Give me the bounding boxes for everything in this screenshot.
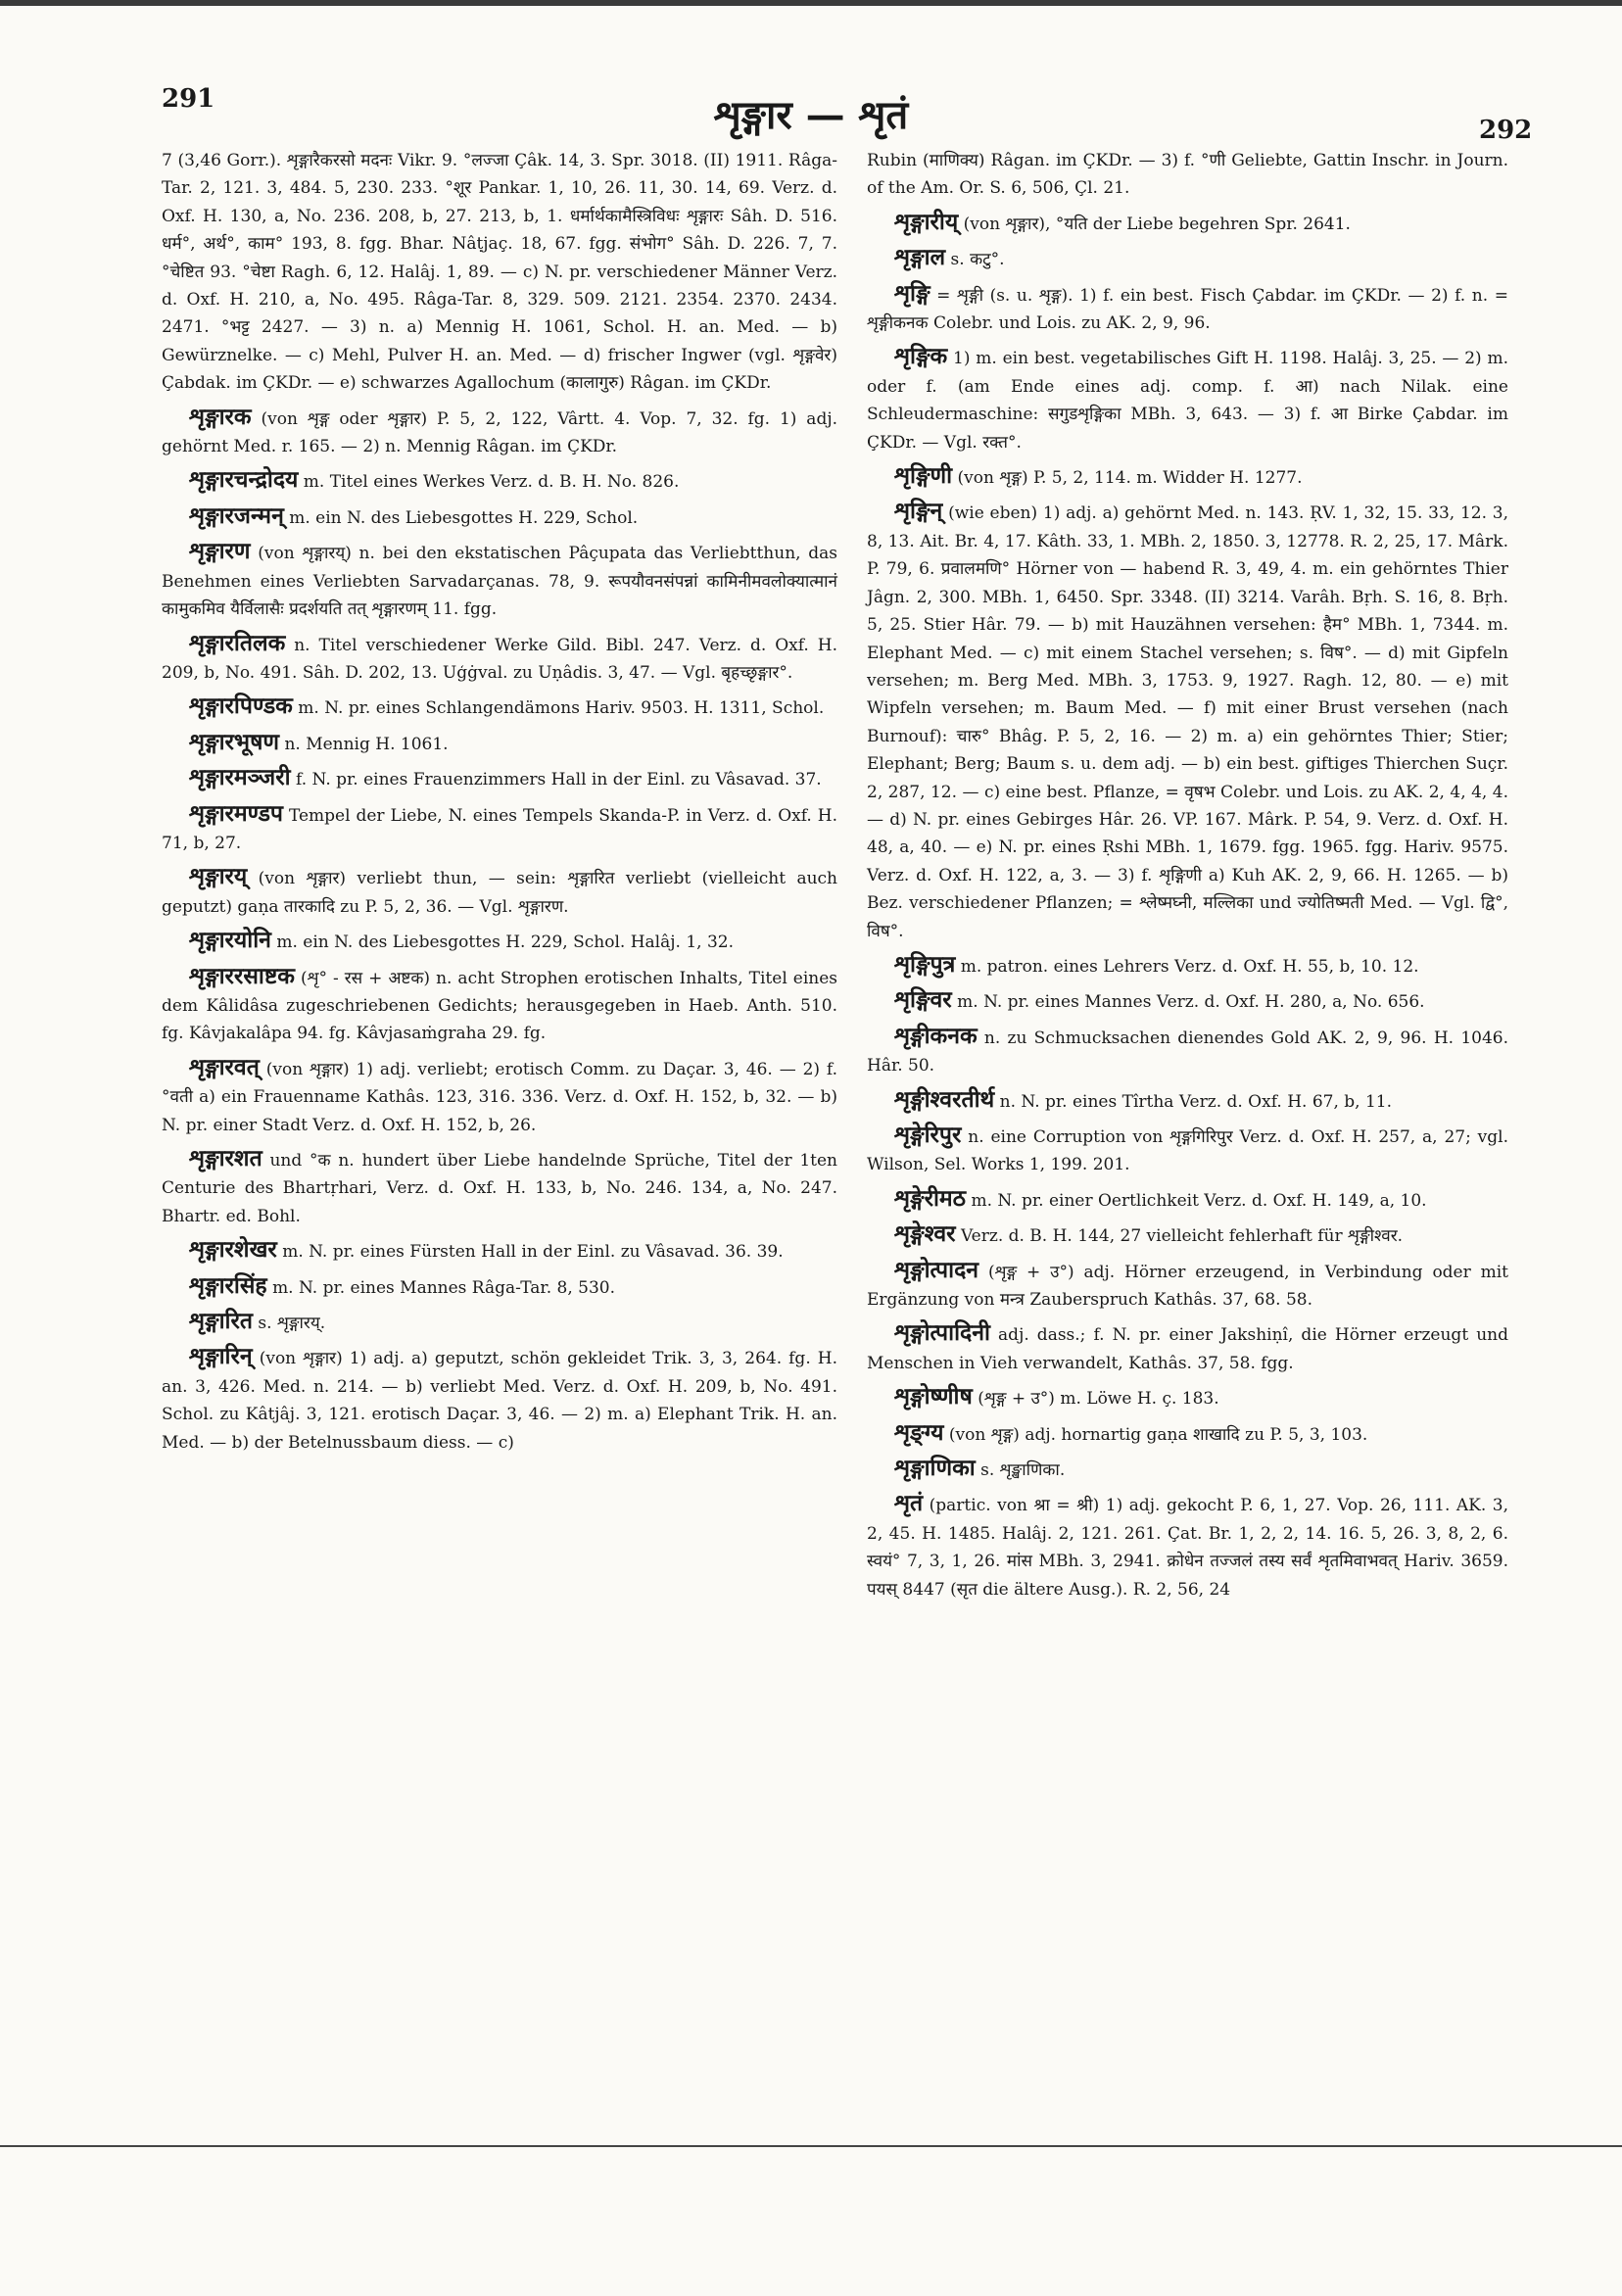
left-column — [162, 147, 837, 1462]
dictionary-entry — [867, 986, 1508, 1016]
entry-text: m. N. pr. einer Oertlichkeit Verz. d. Oxf. H. 149, a, 10. — [971, 1190, 1427, 1211]
top-rule — [0, 0, 1622, 6]
entry-text: m. N. pr. eines Mannes Râga-Tar. 8, 530. — [272, 1277, 615, 1298]
headword: शृङ्गिणी — [894, 462, 953, 490]
entry-text: (wie eben) 1) adj. a) gehörnt Med. n. 143. ṚV. 1, 32, 15. 33, 12. 3, 8, 13. Ait. Br. 4, 17. Kâth. 33, 1. MBh. 2, 1850. 3, 12778. R. 2, 25, 17. Mârk. P. 79, 6. प्रवालमणि° Hörner von — habend R. 3, 49, 4. m. ein gehörntes Thier Jâgn. 2, 300. MBh. 1, 6450. Spr. 3348. (II) 3214. Varâh. Bṛh. S. 16, 8. Bṛh. 5, 25. Stier Hâr. 79. — b) mit Hauzähnen versehen: हैम° MBh. 1, 7344. m. Elephant Med. — c) mit einem Stachel versehen; s. विष°. — d) mit Gipfeln versehen; m. Berg Med. MBh. 3, 1753. 9, 1927. Ragh. 12, 80. — e) mit Wipfeln versehen; m. Baum Med. — f) mit einer Brust versehen (nach Burnouf): चारु° Bhâg. P. 5, 2, 16. — 2) m. a) ein gehörntes Thier; Stier; Elephant; Berg; Baum s. u. dem adj. — b) ein best. giftiges Thierchen Suçr. 2, 287, 12. — c) eine best. Pflanze, = वृषभ Colebr. und Lois. zu AK. 2, 4, 4, 4. — d) N. pr. eines Gebirges Hâr. 26. VP. 167. Mârk. P. 54, 9. Verz. d. Oxf. H. 48, a, 40. — e) N. pr. eines Ṛshi MBh. 1, 1679. fgg. 1965. fgg. Hariv. 9575. Verz. d. Oxf. H. 122, a, 3. — 3) f. शृङ्गिणी a) Kuh AK. 2, 9, 66. H. 1265. — b) Bez. verschiedener Pflanzen; = श्लेष्मघ्नी, मल्लिका und ज्योतिष्मती Med. — Vgl. द्वि°, विष°. — [867, 503, 1509, 941]
headword: शृङ्गारित — [189, 1308, 253, 1335]
entry-text: n. Titel verschiedener Werke Gild. Bibl. 247. Verz. d. Oxf. H. 209, b, No. 491. Sâh. D. 202, 13. Uģġval. zu Uṇâdis. 3, 47. — Vgl. बृहच्छृङ्गार°. — [162, 635, 837, 683]
headword: शृङ्गिवर — [894, 986, 952, 1014]
page-number-left: 291 — [162, 84, 215, 114]
running-head: शृङ्गार — शृतं — [713, 92, 909, 138]
entry-text: f. N. pr. eines Frauenzimmers Hall in der Einl. zu Vâsavad. 37. — [296, 770, 822, 790]
entry-text: adj. dass.; f. N. pr. einer Jakshiṇî, die Hörner erzeugt und Menschen in Vieh verwandelt, Kathâs. 37, 58. fgg. — [867, 1325, 1508, 1373]
headword: शृङ्गोष्णीष — [894, 1383, 973, 1411]
entry-text: (von शृङ्गार), °यति der Liebe begehren Spr. 2641. — [963, 214, 1351, 234]
entry-text: (partic. von श्रा = श्री) 1) adj. gekocht P. 6, 1, 27. Vop. 26, 111. AK. 3, 2, 45. H. 1485. Halâj. 2, 121. 261. Çat. Br. 1, 2, 2, 14. 16. 5, 26. 3, 8, 2, 6. स्वयं° 7, 3, 1, 26. मांस MBh. 3, 2941. क्रोधेन तज्जलं तस्य सर्वं शृतमिवाभवत् Hariv. 3659. पयस् 8447 (सृत die ältere Ausg.). R. 2, 56, 24 — [867, 1496, 1509, 1600]
entry-text: (von शृङ्गारय्) n. bei den ekstatischen Pâçupata das Verliebtthun, das Benehmen eines Verliebten Sarvadarçanas. 78, 9. रूपयौवनसंपन्नां कामिनीमवलोक्यात्मानं कामुकमिव यैर्विलासैः प्रदर्शयति तत् शृङ्गारणम् 11. fgg. — [162, 544, 838, 620]
headword: शृङ्गेश्वर — [894, 1220, 956, 1248]
headword: शृङ्गिक — [894, 343, 948, 370]
entry-text: (von शृङ्गार) verliebt thun, — sein: शृङ्गारित verliebt (vielleicht auch geputzt) gaṇa तारकादि zu P. 5, 2, 36. — Vgl. शृङ्गारण. — [162, 869, 837, 917]
dictionary-entry — [162, 927, 837, 956]
headword: शृङ्गीकनक — [894, 1022, 978, 1049]
dictionary-entry — [162, 404, 837, 461]
headword: शृङ्गारीय् — [894, 208, 959, 235]
entry-text: n. zu Schmucksachen dienendes Gold AK. 2, 9, 96. H. 1046. Hâr. 50. — [867, 1028, 1508, 1076]
entry-text: (von शृङ्गार) 1) adj. a) geputzt, schön gekleidet Trik. 3, 3, 264. fg. H. an. 3, 426. Med. n. 214. — b) verliebt Med. Verz. d. Oxf. H. 209, b, No. 491. Schol. zu Kâtjâj. 3, 121. erotisch Daçar. 3, 46. — 2) m. a) Elephant Trik. H. an. Med. — b) der Betelnussbaum diess. — c) — [162, 1349, 837, 1453]
headword: शृङ्गारशत — [189, 1145, 262, 1172]
dictionary-entry — [162, 466, 837, 496]
entry-text: m. N. pr. eines Mannes Verz. d. Oxf. H. 280, a, No. 656. — [957, 992, 1425, 1013]
entry-text: (शृ° - रस + अष्टक) n. acht Strophen erotischen Inhalts, Titel eines dem Kâlidâsa zugeschriebenen Gedichts; herausgegeben in Haeb. Anth. 510. fg. Kâvjakalâpa 94. fg. Kâvjasaṁgraha 29. fg. — [162, 968, 838, 1044]
headword: शृङ्गि — [894, 279, 930, 307]
headword: शृङ्ग्य — [894, 1418, 944, 1446]
dictionary-entry — [162, 1145, 837, 1230]
bottom-rule — [0, 2145, 1622, 2147]
entry-text: (von शृङ्गार) 1) adj. verliebt; erotisch Comm. zu Daçar. 3, 46. — 2) f. °वती a) ein Frauenname Kathâs. 123, 316. 336. Verz. d. Oxf. H. 152, b, 32. — b) N. pr. einer Stadt Verz. d. Oxf. H. 152, b, 26. — [162, 1059, 837, 1135]
entry-text: n. N. pr. eines Tîrtha Verz. d. Oxf. H. 67, b, 11. — [999, 1091, 1393, 1112]
dictionary-entry — [867, 1490, 1508, 1603]
dictionary-entry — [162, 764, 837, 793]
page-number-right: 292 — [1479, 116, 1533, 145]
headword: शृङ्गारिन् — [189, 1343, 253, 1370]
dictionary-entry — [867, 1220, 1508, 1250]
headword: शृङ्गारपिण्डक — [189, 693, 293, 720]
dictionary-entry — [162, 538, 837, 623]
dictionary-entry — [162, 863, 837, 921]
dictionary-entry — [162, 1308, 837, 1337]
entry-text: n. eine Corruption von शृङ्गगिरिपुर Verz. d. Oxf. H. 257, a, 27; vgl. Wilson, Sel. Works 1, 199. 201. — [867, 1127, 1508, 1175]
headword: शृङ्गाररसाष्टक — [189, 962, 295, 989]
dictionary-entry — [162, 800, 837, 858]
headword: शृङ्गोत्पादन — [894, 1256, 979, 1283]
headword: शृङ्गिन् — [894, 498, 943, 525]
headword: शृङ्गारक — [189, 403, 252, 430]
headword: शृङ्गाणिका — [894, 1455, 976, 1482]
right-column — [867, 147, 1508, 1609]
headword: शृङ्गारयोनि — [189, 927, 271, 954]
headword: शृङ्गारभूषण — [189, 728, 280, 755]
entry-text: s. शृङ्गारय्. — [258, 1314, 326, 1334]
headword: शृङ्गारशेखर — [189, 1236, 277, 1264]
dictionary-entry — [867, 343, 1508, 456]
dictionary-entry — [867, 1122, 1508, 1179]
dictionary-entry — [162, 630, 837, 688]
entry-text: 7 (3,46 Gorr.). शृङ्गारैकरसो मदनः Vikr. 9. °लज्जा Çâk. 14, 3. Spr. 3018. (II) 1911. Râga-Tar. 2, 121. 3, 484. 5, 230. 233. °शूर Pankar. 1, 10, 26. 11, 30. 14, 69. Verz. d. Oxf. H. 130, a, No. 236. 208, b, 27. 213, b, 1. धर्मार्थकामैस्त्रिविधः शृङ्गारः Sâh. D. 516. धर्म°, अर्थ°, काम° 193, 8. fgg. Bhar. Nâṭjaç. 18, 67. fgg. संभोग° Sâh. D. 226. 7, 7. °चेष्टित 93. °चेष्टा Ragh. 6, 12. Halâj. 1, 89. — c) N. pr. verschiedener Männer Verz. d. Oxf. H. 210, a, No. 495. Râga-Tar. 8, 329. 509. 2121. 2354. 2370. 2434. 2471. °भट्ट 2427. — 3) n. a) Mennig H. 1061, Schol. H. an. Med. — b) Gewürznelke. — c) Mehl, Pulver H. an. Med. — d) frischer Ingwer (vgl. शृङ्गवेर) Çabdak. im ÇKDr. — e) schwarzes Agallochum (कालागुरु) Râgan. im ÇKDr. — [162, 151, 837, 394]
entry-text: m. Titel eines Werkes Verz. d. B. H. No. 826. — [303, 472, 680, 493]
dictionary-entry — [867, 498, 1508, 945]
dictionary-entry — [867, 209, 1508, 238]
dictionary-entry — [867, 1023, 1508, 1080]
headword: शृङ्गेरीमठ — [894, 1184, 967, 1212]
dictionary-entry — [867, 1257, 1508, 1315]
dictionary-entry — [162, 1343, 837, 1457]
headword: शृङ्गीश्वरतीर्थ — [894, 1085, 995, 1113]
headword: शृङ्गोत्पादिनी — [894, 1319, 990, 1347]
headword: शृङ्गारमण्डप — [189, 799, 283, 827]
entry-text: Tempel der Liebe, N. eines Tempels Skanda-P. in Verz. d. Oxf. H. 71, b, 27. — [162, 805, 838, 853]
entry-text: (शृङ्ग + उ°) adj. Hörner erzeugend, in Verbindung oder mit Ergänzung von मन्त्र Zauberspruch Kathâs. 37, 68. 58. — [867, 1262, 1509, 1311]
headword: शृतं — [894, 1490, 924, 1517]
entry-text: s. कटु°. — [950, 250, 1005, 270]
headword: शृङ्गेरिपुर — [894, 1122, 962, 1148]
entry-text: (शृङ्ग + उ°) m. Löwe H. ç. 183. — [978, 1389, 1219, 1410]
headword: शृङ्गिपुत्र — [894, 950, 956, 978]
dictionary-entry — [867, 244, 1508, 273]
dictionary-entry — [867, 1419, 1508, 1449]
entry-text: = शृङ्गी (s. u. शृङ्ग). 1) f. ein best. Fisch Çabdar. im ÇKDr. — 2) f. n. = शृङ्गीकनक Colebr. und Lois. zu AK. 2, 9, 96. — [867, 285, 1509, 334]
dictionary-entry — [867, 462, 1508, 492]
dictionary-entry — [867, 147, 1508, 203]
headword: शृङ्गारमञ्जरी — [189, 764, 291, 791]
dictionary-entry — [162, 963, 837, 1048]
dictionary-entry — [867, 1455, 1508, 1484]
headword: शृङ्गारचन्द्रोदय — [189, 466, 299, 494]
entry-text: 1) m. ein best. vegetabilisches Gift H. 1198. Halâj. 3, 25. — 2) m. oder f. (am Ende eines adj. comp. f. आ) nach Nilak. eine Schleudermaschine: सगुडशृङ्गिका MBh. 3, 643. — 3) f. आ Birke Çabdar. im ÇKDr. — Vgl. रक्त°. — [867, 349, 1508, 453]
entry-text: Verz. d. B. H. 144, 27 vielleicht fehlerhaft für शृङ्गीश्वर. — [960, 1226, 1404, 1247]
entry-text: s. शृङ्खाणिका. — [980, 1460, 1066, 1481]
dictionary-entry — [162, 502, 837, 532]
entry-text: und °क n. hundert über Liebe handelnde Sprüche, Titel der 1ten Centurie des Bhartṛhari, Verz. d. Oxf. H. 133, b, No. 246. 134, a, No. 247. Bhartr. ed. Bohl. — [162, 1151, 837, 1226]
entry-text: m. N. pr. eines Schlangendämons Hariv. 9503. H. 1311, Schol. — [298, 698, 825, 719]
headword: शृङ्गारसिंह — [189, 1271, 267, 1299]
entry-text: (von शृङ्ग) adj. hornartig gaṇa शाखादि zu P. 5, 3, 103. — [948, 1424, 1368, 1445]
headword: शृङ्गारजन्मन् — [189, 502, 284, 529]
entry-text: (von शृङ्ग oder शृङ्गार) P. 5, 2, 122, Vârtt. 4. Vop. 7, 32. fg. 1) adj. gehörnt Med. r. 165. — 2) n. Mennig Râgan. im ÇKDr. — [162, 408, 838, 457]
headword: शृङ्गारवत् — [189, 1053, 260, 1080]
dictionary-entry — [162, 1054, 837, 1139]
entry-text: m. ein N. des Liebesgottes H. 229, Schol. Halâj. 1, 32. — [276, 933, 734, 953]
headword: शृङ्गाल — [894, 244, 946, 271]
dictionary-entry — [867, 1086, 1508, 1116]
dictionary-entry — [162, 693, 837, 722]
dictionary-entry — [162, 147, 837, 398]
entry-text: (von शृङ्ग) P. 5, 2, 114. m. Widder H. 1277. — [957, 468, 1303, 489]
entry-text: m. N. pr. eines Fürsten Hall in der Einl. zu Vâsavad. 36. 39. — [282, 1242, 784, 1263]
dictionary-entry — [162, 729, 837, 758]
entry-text: Rubin (माणिक्य) Râgan. im ÇKDr. — 3) f. °णी Geliebte, Gattin Inschr. in Journ. of the Am. Or. S. 6, 506, Çl. 21. — [867, 151, 1508, 199]
headword: शृङ्गारतिलक — [189, 629, 286, 656]
headword: शृङ्गारण — [189, 538, 251, 565]
dictionary-entry — [867, 951, 1508, 981]
dictionary-entry — [867, 1383, 1508, 1412]
entry-text: m. ein N. des Liebesgottes H. 229, Schol. — [289, 507, 639, 528]
entry-text: n. Mennig H. 1061. — [284, 734, 449, 754]
dictionary-entry — [867, 1319, 1508, 1377]
dictionary-entry — [162, 1236, 837, 1266]
entry-text: m. patron. eines Lehrers Verz. d. Oxf. H. 55, b, 10. 12. — [960, 956, 1419, 977]
dictionary-entry — [867, 1185, 1508, 1215]
dictionary-entry — [867, 280, 1508, 338]
headword: शृङ्गारय् — [189, 863, 248, 890]
dictionary-entry — [162, 1272, 837, 1302]
